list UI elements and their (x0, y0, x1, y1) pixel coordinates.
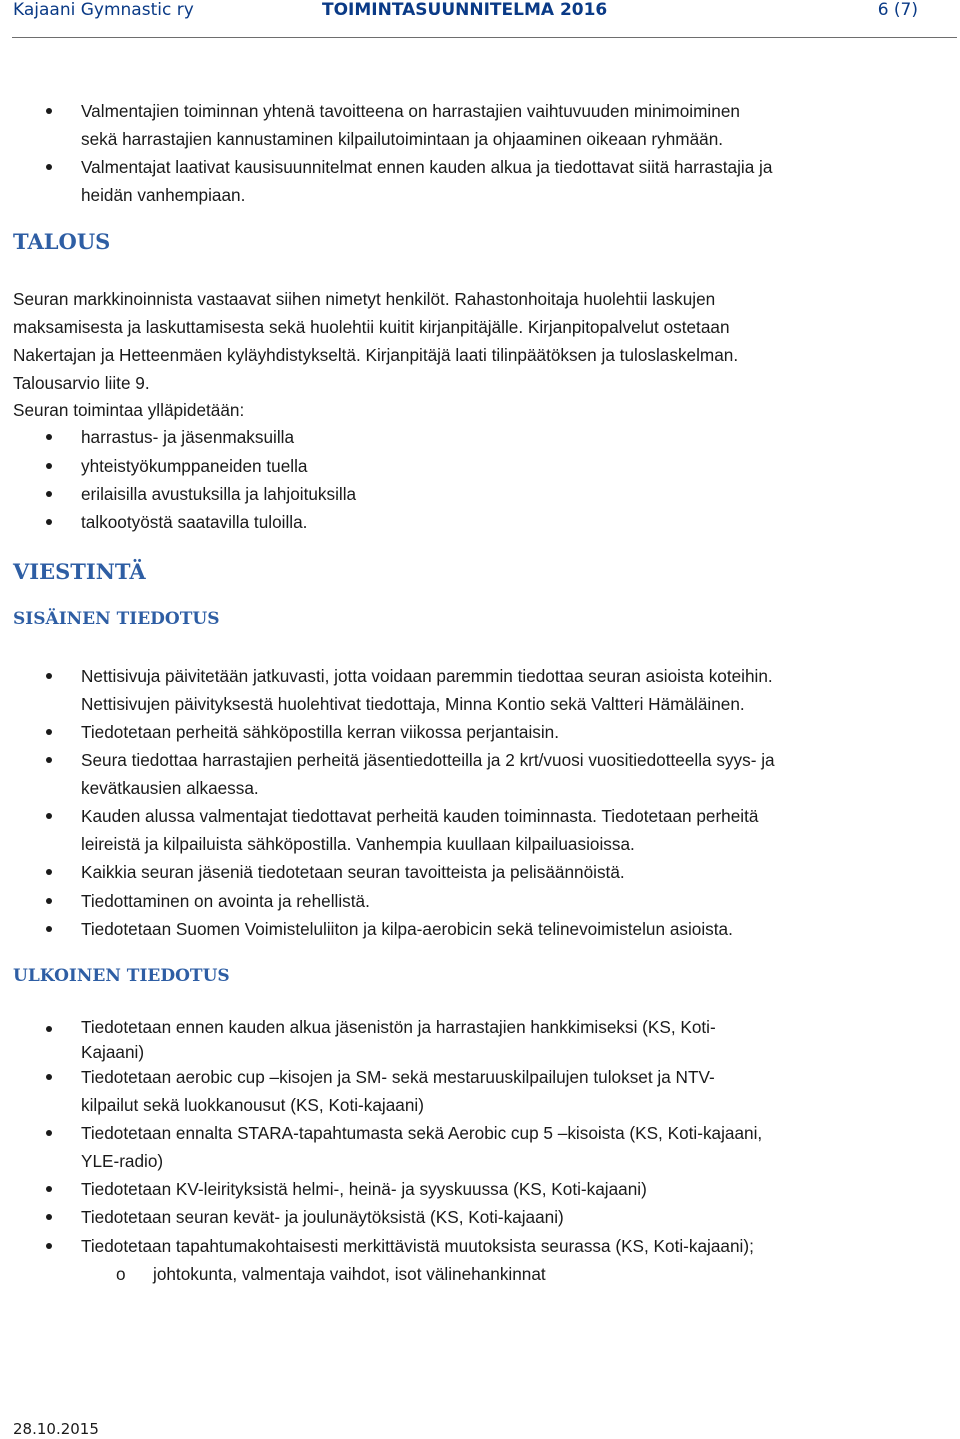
section-heading-talous: TALOUS (13, 229, 111, 254)
list-item-text: heidän vanhempiaan. (81, 185, 246, 205)
list-item (0, 153, 960, 209)
list-item (0, 423, 960, 451)
bullet-icon (46, 1186, 52, 1192)
list-item (0, 97, 960, 153)
bullet-icon (46, 1243, 52, 1249)
bullet-icon (46, 1214, 52, 1220)
list-item-text: Nettisivuja päivitetään jatkuvasti, jotta voidaan paremmin tiedottaa seuran asioista koteihin. (81, 666, 773, 686)
bullet-icon (46, 898, 52, 904)
bullet-icon (46, 673, 52, 679)
list-item (0, 1063, 960, 1119)
bullet-icon (46, 1130, 52, 1136)
list-item-text: Tiedotetaan aerobic cup –kisojen ja SM- sekä mestaruuskilpailujen tulokset ja NTV- (81, 1067, 715, 1087)
list-item-text: Tiedotetaan ennalta STARA-tapahtumasta sekä Aerobic cup 5 –kisoista (KS, Koti-kajaani, (81, 1123, 763, 1143)
list-item (0, 452, 960, 480)
header-org: Kajaani Gymnastic ry (13, 0, 194, 20)
list-item-text: Tiedotetaan Suomen Voimisteluliiton ja kilpa-aerobicin sekä telinevoimistelun asioista. (81, 919, 733, 939)
list-item-text: Tiedotetaan KV-leirityksistä helmi-, heinä- ja syyskuussa (KS, Koti-kajaani) (81, 1179, 647, 1199)
list-item-text: Valmentajien toiminnan yhtenä tavoitteena on harrastajien vaihtuvuuden minimoiminen (81, 101, 740, 121)
list-item-text: yhteistyökumppaneiden tuella (81, 456, 308, 476)
header-title: TOIMINTASUUNNITELMA 2016 (322, 0, 608, 20)
sub-list-item (0, 1260, 960, 1288)
bullet-icon (46, 926, 52, 932)
footer-date: 28.10.2015 (13, 1420, 99, 1438)
subsection-heading-ulkoinen: ULKOINEN TIEDOTUS (13, 966, 230, 986)
list-item-text: kilpailut sekä luokkanousut (KS, Koti-kajaani) (81, 1095, 424, 1115)
list-item (0, 915, 960, 943)
list-item-text: kevätkausien alkaessa. (81, 778, 259, 798)
section-heading-viestinta: VIESTINTÄ (13, 559, 146, 584)
list-item (0, 1119, 960, 1175)
list-item (0, 802, 960, 858)
list-item (0, 746, 960, 802)
paragraph-line: Talousarvio liite 9. (13, 373, 150, 393)
list-item (0, 858, 960, 886)
list-item-text: erilaisilla avustuksilla ja lahjoituksilla (81, 484, 357, 504)
list-item (0, 1232, 960, 1260)
bullet-icon (46, 463, 52, 469)
paragraph-line: Nakertajan ja Hetteenmäen kyläyhdistykseltä. Kirjanpitäjä laati tilinpäätöksen ja tuloslaskelman. (13, 345, 739, 365)
header-page-number: 6 (7) (877, 0, 918, 20)
list-item (0, 1203, 960, 1231)
bullet-icon (46, 1074, 52, 1080)
list-item-text: Kaikkia seuran jäseniä tiedotetaan seuran tavoitteista ja pelisäännöistä. (81, 862, 625, 882)
bullet-icon (46, 1026, 52, 1032)
list-item-text: sekä harrastajien kannustaminen kilpailutoimintaan ja ohjaaminen oikeaan ryhmään. (81, 129, 724, 149)
list-item-text: harrastus- ja jäsenmaksuilla (81, 427, 295, 447)
list-item (0, 718, 960, 746)
bullet-icon (46, 434, 52, 440)
paragraph-line: Seuran markkinoinnista vastaavat siihen nimetyt henkilöt. Rahastonhoitaja huolehtii laskujen (13, 289, 716, 309)
list-item-text: Tiedotetaan ennen kauden alkua jäsenistön ja harrastajien hankkimiseksi (KS, Koti- (81, 1017, 716, 1037)
subsection-heading-sisainen: SISÄINEN TIEDOTUS (13, 609, 220, 629)
bullet-icon (46, 164, 52, 170)
paragraph-line: Seuran toimintaa ylläpidetään: (13, 400, 245, 420)
list-item-text: Tiedotetaan seuran kevät- ja joulunäytöksistä (KS, Koti-kajaani) (81, 1207, 564, 1227)
list-item-text: talkootyöstä saatavilla tuloilla. (81, 512, 308, 532)
list-item-text: Kajaani) (81, 1042, 145, 1062)
list-item (0, 1175, 960, 1203)
list-item-text: Seura tiedottaa harrastajien perheitä jäsentiedotteilla ja 2 krt/vuosi vuositiedotteella syys- ja (81, 750, 775, 770)
paragraph-line: maksamisesta ja laskuttamisesta sekä huolehtii kuitit kirjanpitäjälle. Kirjanpitopalvelut ostetaan (13, 317, 730, 337)
bullet-icon (46, 757, 52, 763)
sub-bullet-marker: o (116, 1264, 126, 1284)
list-item (0, 508, 960, 536)
list-item-text: leireistä ja kilpailuista sähköpostilla. Vanhempia kuullaan kilpailuasioissa. (81, 834, 635, 854)
list-item-text: Tiedottaminen on avointa ja rehellistä. (81, 891, 370, 911)
list-item (0, 662, 960, 718)
bullet-icon (46, 108, 52, 114)
bullet-icon (46, 519, 52, 525)
bullet-icon (46, 491, 52, 497)
bullet-icon (46, 813, 52, 819)
page-header (0, 0, 960, 40)
list-item-text: Nettisivujen päivityksestä huolehtivat tiedottaja, Minna Kontio sekä Valtteri Hämäläinen. (81, 694, 745, 714)
header-divider (12, 37, 957, 38)
list-item-text: Valmentajat laativat kausisuunnitelmat ennen kauden alkua ja tiedottavat siitä harrastajia ja (81, 157, 773, 177)
bullet-icon (46, 869, 52, 875)
list-item-text: Tiedotetaan perheitä sähköpostilla kerran viikossa perjantaisin. (81, 722, 560, 742)
list-item (0, 887, 960, 915)
list-item (0, 480, 960, 508)
list-item-text: YLE-radio) (81, 1151, 164, 1171)
bullet-icon (46, 729, 52, 735)
list-item-text: Tiedotetaan tapahtumakohtaisesti merkittävistä muutoksista seurassa (KS, Koti-kajaani); (81, 1236, 754, 1256)
list-item-text: Kauden alussa valmentajat tiedottavat perheitä kauden toiminnasta. Tiedotetaan perheitä (81, 806, 759, 826)
sub-list-item-text: johtokunta, valmentaja vaihdot, isot välinehankinnat (153, 1264, 546, 1284)
